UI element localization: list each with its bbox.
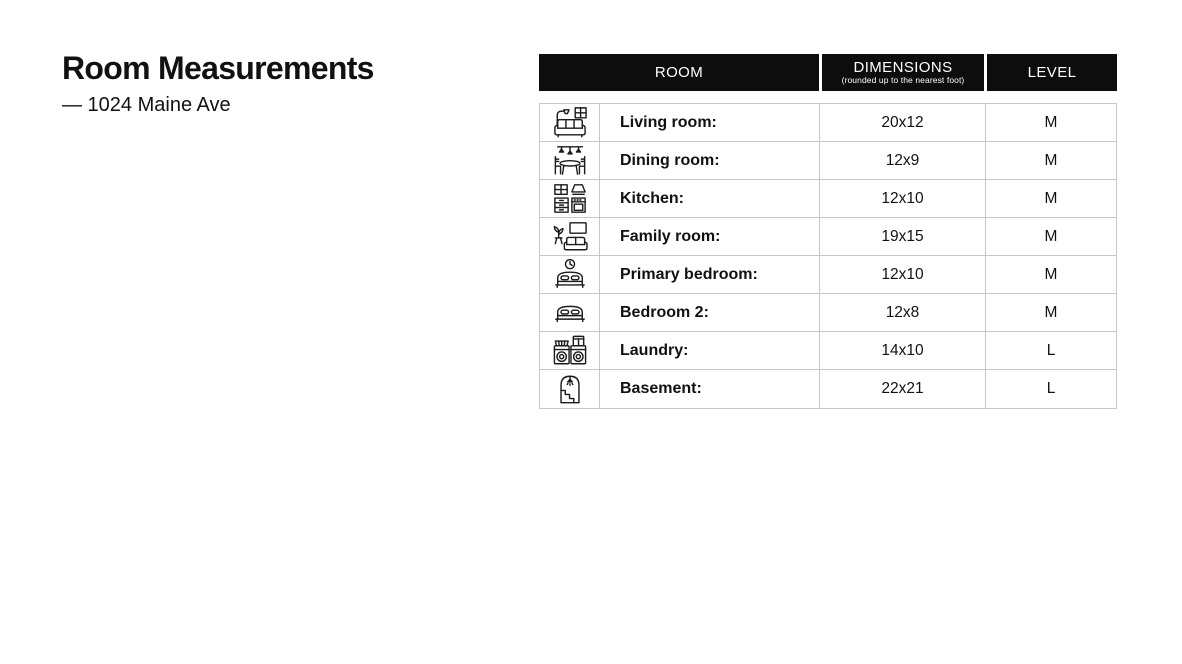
icon-cell	[540, 256, 600, 293]
icon-cell	[540, 294, 600, 331]
dimensions-value: 19x15	[820, 218, 986, 255]
icon-cell	[540, 180, 600, 217]
basement-icon	[551, 372, 589, 406]
living-room-icon	[551, 106, 589, 140]
laundry-icon	[551, 334, 589, 368]
dimensions-header-label: DIMENSIONS	[853, 58, 953, 76]
table-row	[540, 180, 1116, 218]
table-header	[539, 54, 1117, 91]
level-value: M	[1044, 265, 1058, 283]
table-row	[540, 142, 1116, 180]
level-value: M	[1044, 113, 1058, 131]
room-label: Bedroom 2:	[600, 294, 820, 331]
dining-room-icon	[551, 144, 589, 178]
table-row	[540, 370, 1116, 408]
room-label: Laundry:	[600, 332, 820, 369]
kitchen-icon	[551, 182, 589, 216]
icon-cell	[540, 332, 600, 369]
level-value: L	[1046, 341, 1056, 359]
dimensions-value: 12x8	[820, 294, 986, 331]
dimensions-value: 20x12	[820, 104, 986, 141]
dimensions-value: 12x9	[820, 142, 986, 179]
header-cell-level: LEVEL	[987, 54, 1117, 91]
room-label: Basement:	[600, 370, 820, 408]
room-label: Living room:	[600, 104, 820, 141]
family-room-icon	[551, 220, 589, 254]
table-body	[539, 103, 1117, 409]
level-value: L	[1046, 380, 1056, 397]
room-label: Primary bedroom:	[600, 256, 820, 293]
level-value: M	[1044, 303, 1058, 321]
title-block	[62, 50, 374, 117]
icon-cell	[540, 104, 600, 141]
table-row	[540, 294, 1116, 332]
level-value: M	[1044, 151, 1058, 169]
room-label: Kitchen:	[600, 180, 820, 217]
dimensions-value: 14x10	[820, 332, 986, 369]
dimensions-header-note: (rounded up to the nearest foot)	[841, 75, 965, 86]
primary-bedroom-icon	[551, 258, 589, 292]
page-subtitle: — 1024 Maine Ave	[62, 93, 231, 116]
bedroom-icon	[551, 296, 589, 330]
level-value: M	[1044, 189, 1058, 207]
header-cell-dimensions	[822, 54, 984, 91]
room-label: Dining room:	[600, 142, 820, 179]
header-cell-room: ROOM	[539, 54, 819, 91]
table-row	[540, 218, 1116, 256]
icon-cell	[540, 370, 600, 408]
level-value: M	[1044, 227, 1058, 245]
room-measurements-table	[539, 54, 1117, 409]
icon-cell	[540, 218, 600, 255]
table-row	[540, 332, 1116, 370]
dimensions-value: 22x21	[820, 370, 986, 408]
page-title: Room Measurements	[62, 50, 374, 86]
table-row	[540, 256, 1116, 294]
room-label: Family room:	[600, 218, 820, 255]
icon-cell	[540, 142, 600, 179]
dimensions-value: 12x10	[820, 180, 986, 217]
table-row	[540, 104, 1116, 142]
dimensions-value: 12x10	[820, 256, 986, 293]
